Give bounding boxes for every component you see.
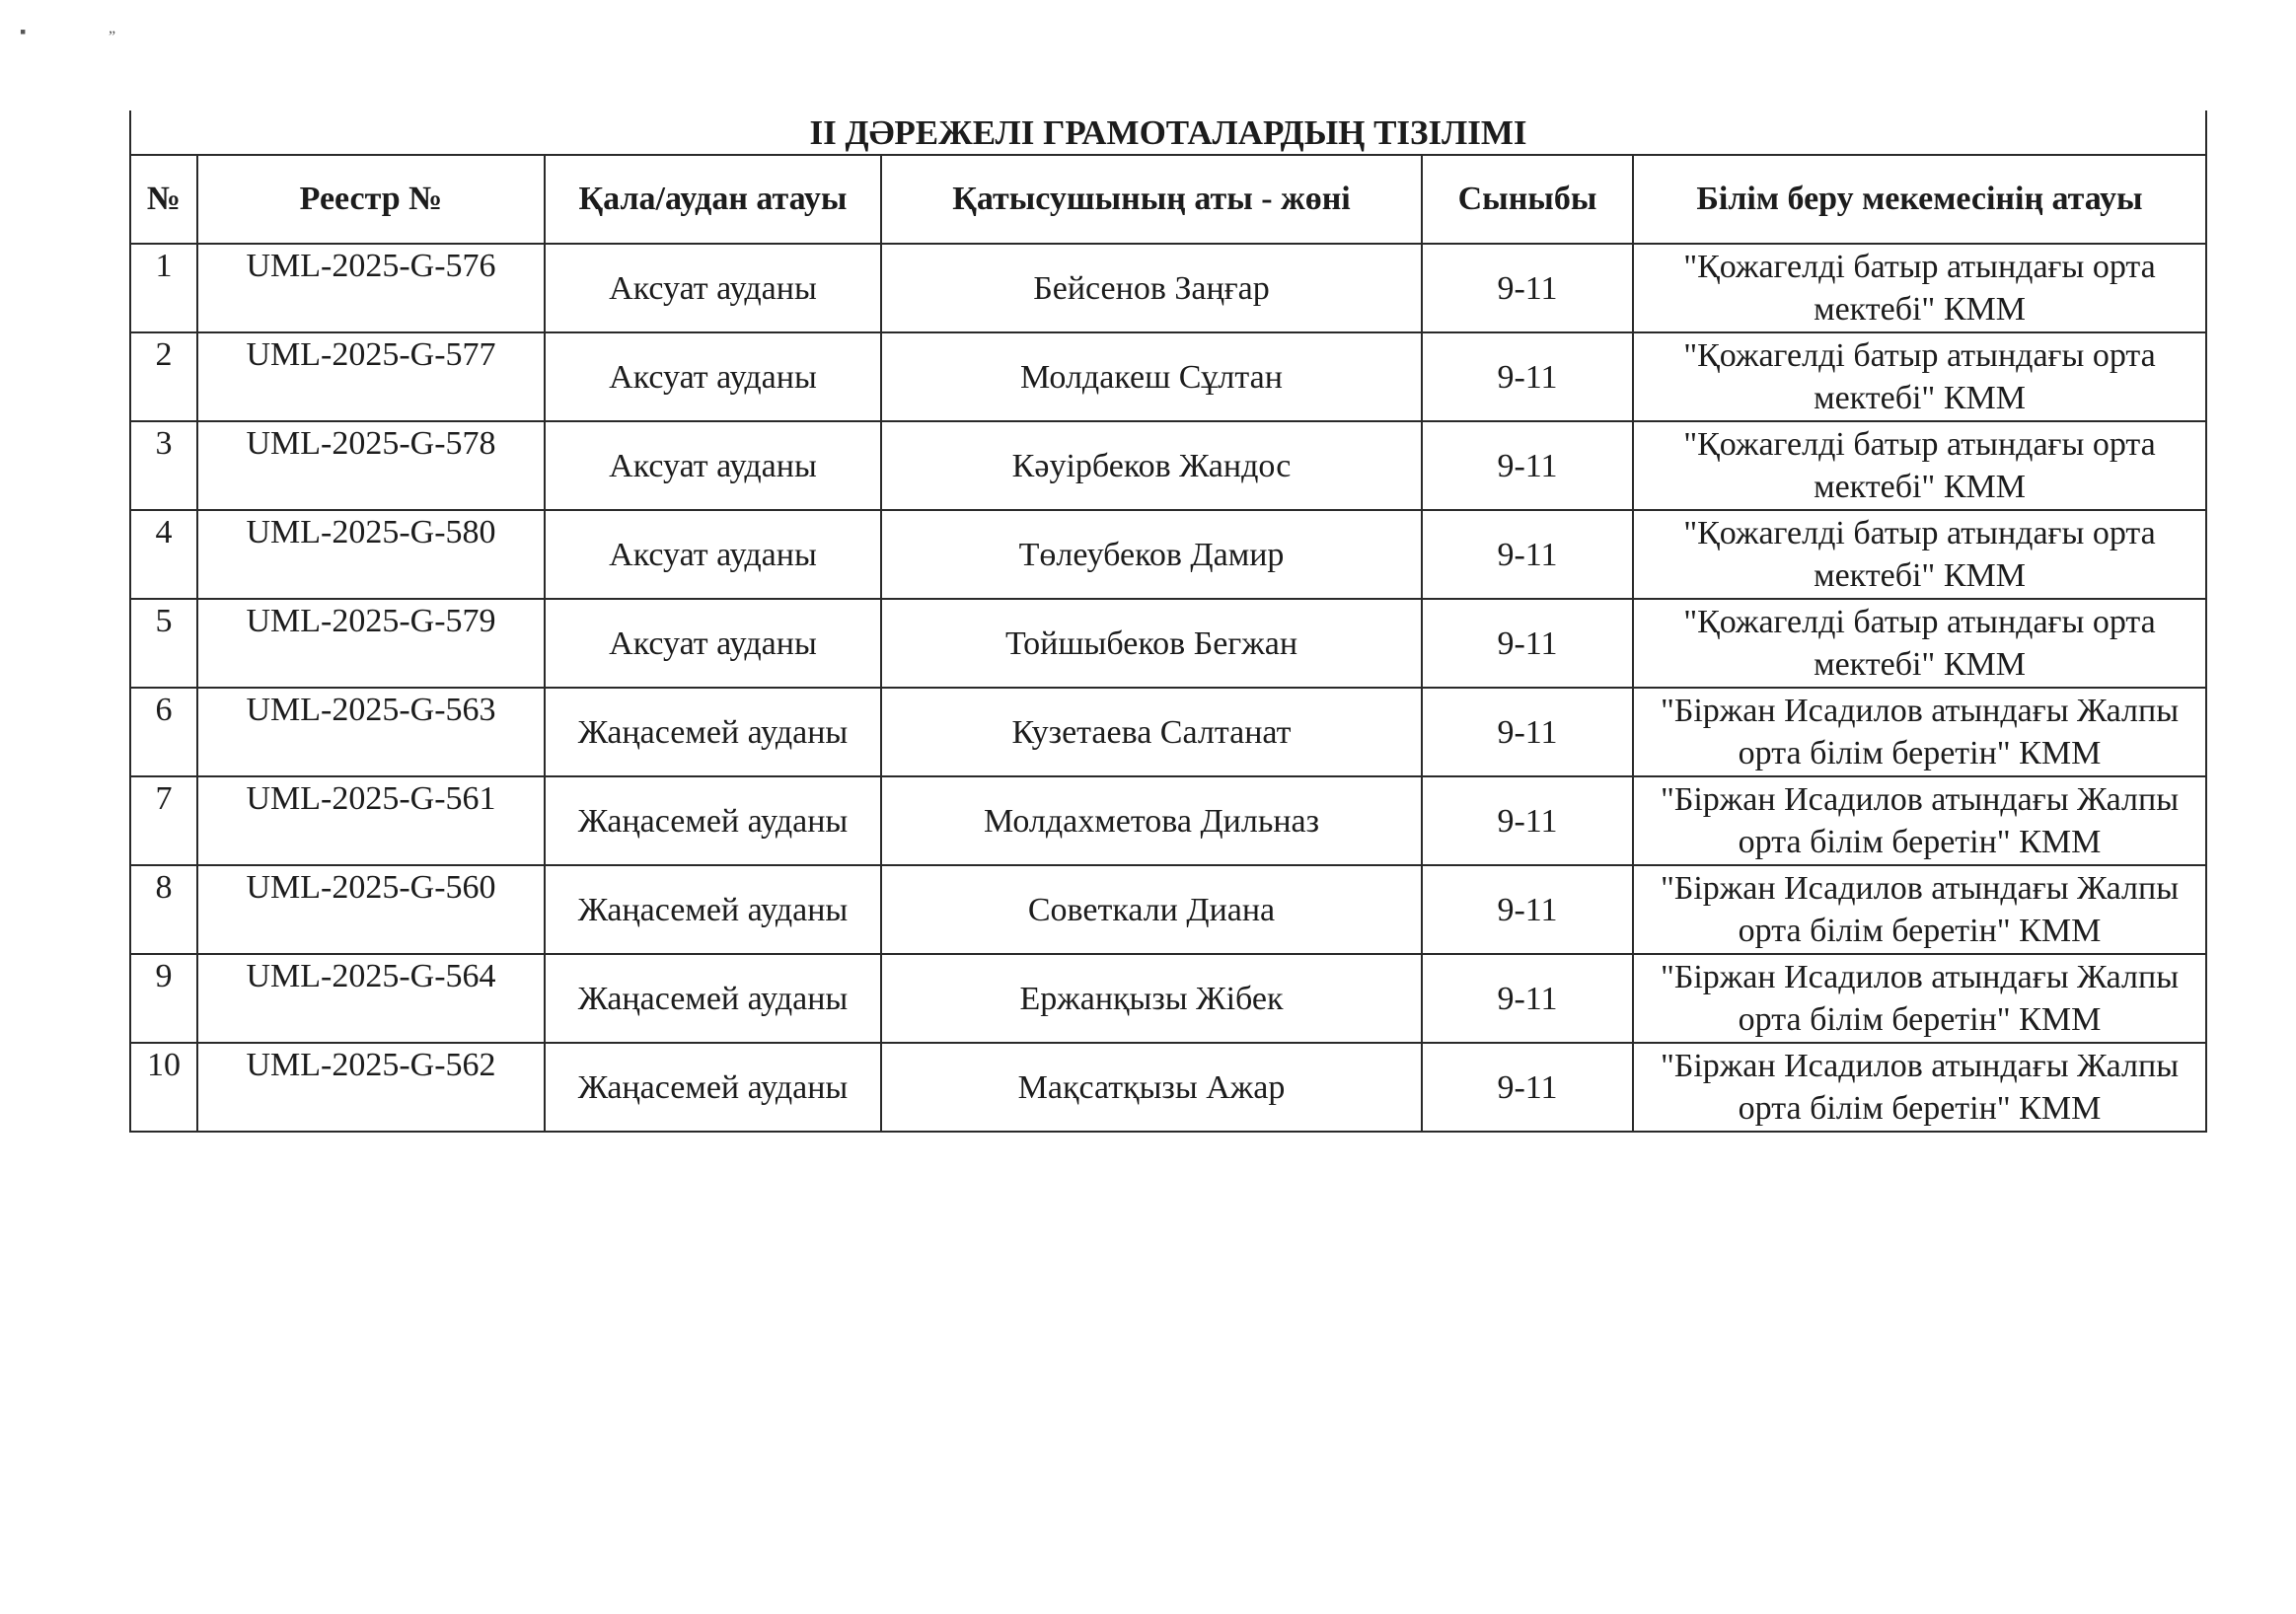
cell-num: 7 [130, 776, 197, 865]
cell-district: Жаңасемей ауданы [545, 1043, 881, 1132]
cell-participant: Мақсатқызы Ажар [881, 1043, 1422, 1132]
cell-school: "Біржан Исадилов атындағы Жалпы орта білім беретін" КММ [1633, 776, 2206, 865]
cell-grade: 9-11 [1422, 954, 1633, 1043]
cell-participant: Ержанқызы Жібек [881, 954, 1422, 1043]
scan-mark: ▪ [20, 22, 27, 41]
table-title: ІІ ДӘРЕЖЕЛІ ГРАМОТАЛАРДЫҢ ТІЗІЛІМІ [130, 110, 2206, 155]
cell-participant: Бейсенов Заңғар [881, 244, 1422, 332]
cell-grade: 9-11 [1422, 865, 1633, 954]
cell-participant: Молдахметова Дильназ [881, 776, 1422, 865]
cell-school: "Біржан Исадилов атындағы Жалпы орта білім беретін" КММ [1633, 954, 2206, 1043]
cell-grade: 9-11 [1422, 688, 1633, 776]
cell-district: Аксуат ауданы [545, 332, 881, 421]
cell-district: Жаңасемей ауданы [545, 954, 881, 1043]
cell-registry: UML-2025-G-579 [197, 599, 545, 688]
cell-registry: UML-2025-G-576 [197, 244, 545, 332]
cell-school: "Қожагелді батыр атындағы орта мектебі" КММ [1633, 599, 2206, 688]
cell-num: 5 [130, 599, 197, 688]
cell-school: "Қожагелді батыр атындағы орта мектебі" КММ [1633, 421, 2206, 510]
header-num: № [130, 155, 197, 244]
scan-mark: „ [109, 20, 116, 37]
cell-num: 9 [130, 954, 197, 1043]
cell-registry: UML-2025-G-561 [197, 776, 545, 865]
cell-num: 8 [130, 865, 197, 954]
table-row [130, 244, 2206, 332]
table-row [130, 865, 2206, 954]
cell-registry: UML-2025-G-580 [197, 510, 545, 599]
cell-registry: UML-2025-G-564 [197, 954, 545, 1043]
header-participant: Қатысушының аты - жөні [881, 155, 1422, 244]
header-school: Білім беру мекемесінің атауы [1633, 155, 2206, 244]
cell-school: "Біржан Исадилов атындағы Жалпы орта білім беретін" КММ [1633, 688, 2206, 776]
cell-participant: Кузетаева Салтанат [881, 688, 1422, 776]
cell-district: Жаңасемей ауданы [545, 776, 881, 865]
cell-num: 4 [130, 510, 197, 599]
cell-num: 1 [130, 244, 197, 332]
cell-participant: Молдакеш Сұлтан [881, 332, 1422, 421]
table-row [130, 954, 2206, 1043]
cell-school: "Біржан Исадилов атындағы Жалпы орта білім беретін" КММ [1633, 865, 2206, 954]
header-grade: Сыныбы [1422, 155, 1633, 244]
cell-participant: Тойшыбеков Бегжан [881, 599, 1422, 688]
header-row [130, 155, 2206, 244]
title-row [130, 110, 2206, 155]
cell-grade: 9-11 [1422, 1043, 1633, 1132]
cell-registry: UML-2025-G-563 [197, 688, 545, 776]
header-registry: Реестр № [197, 155, 545, 244]
cell-registry: UML-2025-G-577 [197, 332, 545, 421]
cell-school: "Қожагелді батыр атындағы орта мектебі" КММ [1633, 510, 2206, 599]
cell-district: Аксуат ауданы [545, 599, 881, 688]
table-row [130, 688, 2206, 776]
cell-grade: 9-11 [1422, 421, 1633, 510]
cell-district: Аксуат ауданы [545, 510, 881, 599]
cell-participant: Төлеубеков Дамир [881, 510, 1422, 599]
cell-num: 10 [130, 1043, 197, 1132]
cell-grade: 9-11 [1422, 244, 1633, 332]
cell-num: 6 [130, 688, 197, 776]
cell-participant: Кәуірбеков Жандос [881, 421, 1422, 510]
cell-school: "Қожагелді батыр атындағы орта мектебі" КММ [1633, 244, 2206, 332]
cell-registry: UML-2025-G-578 [197, 421, 545, 510]
cell-grade: 9-11 [1422, 599, 1633, 688]
cell-num: 3 [130, 421, 197, 510]
table-row [130, 776, 2206, 865]
table-row [130, 332, 2206, 421]
cell-district: Аксуат ауданы [545, 244, 881, 332]
cell-district: Аксуат ауданы [545, 421, 881, 510]
header-district: Қала/аудан атауы [545, 155, 881, 244]
registry-table [129, 110, 2207, 1133]
cell-grade: 9-11 [1422, 332, 1633, 421]
cell-grade: 9-11 [1422, 776, 1633, 865]
cell-grade: 9-11 [1422, 510, 1633, 599]
cell-registry: UML-2025-G-562 [197, 1043, 545, 1132]
cell-num: 2 [130, 332, 197, 421]
table-row [130, 510, 2206, 599]
cell-registry: UML-2025-G-560 [197, 865, 545, 954]
cell-school: "Қожагелді батыр атындағы орта мектебі" КММ [1633, 332, 2206, 421]
table-row [130, 1043, 2206, 1132]
cell-district: Жаңасемей ауданы [545, 688, 881, 776]
table-row [130, 421, 2206, 510]
cell-school: "Біржан Исадилов атындағы Жалпы орта білім беретін" КММ [1633, 1043, 2206, 1132]
cell-participant: Советкали Диана [881, 865, 1422, 954]
cell-district: Жаңасемей ауданы [545, 865, 881, 954]
table-row [130, 599, 2206, 688]
